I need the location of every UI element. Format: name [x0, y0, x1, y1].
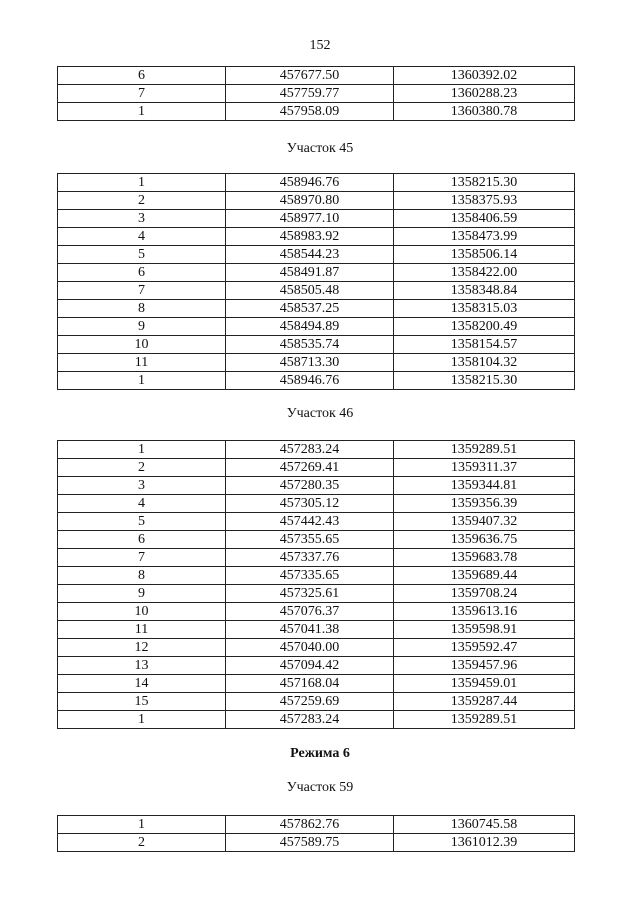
point-number-cell: 1 — [58, 441, 226, 459]
table-row — [58, 67, 575, 85]
point-number-cell: 5 — [58, 246, 226, 264]
y-coordinate-cell: 1358422.00 — [394, 264, 575, 282]
table-row — [58, 621, 575, 639]
y-coordinate-cell: 1358348.84 — [394, 282, 575, 300]
table-row — [58, 639, 575, 657]
y-coordinate-cell: 1358215.30 — [394, 174, 575, 192]
table-row — [58, 816, 575, 834]
table-row — [58, 354, 575, 372]
y-coordinate-cell: 1360380.78 — [394, 103, 575, 121]
point-number-cell: 9 — [58, 318, 226, 336]
x-coordinate-cell: 458535.74 — [226, 336, 394, 354]
x-coordinate-cell: 458970.80 — [226, 192, 394, 210]
table-row — [58, 336, 575, 354]
y-coordinate-cell: 1358473.99 — [394, 228, 575, 246]
y-coordinate-cell: 1358406.59 — [394, 210, 575, 228]
regime-heading: Режима 6 — [290, 746, 350, 761]
x-coordinate-cell: 458713.30 — [226, 354, 394, 372]
table-row — [58, 549, 575, 567]
table-row — [58, 603, 575, 621]
coordinates-table-uchastok-45 — [57, 173, 575, 390]
x-coordinate-cell: 457283.24 — [226, 441, 394, 459]
point-number-cell: 8 — [58, 300, 226, 318]
x-coordinate-cell: 458505.48 — [226, 282, 394, 300]
section-title-uchastok-45: Участок 45 — [286, 141, 354, 156]
point-number-cell: 2 — [58, 834, 226, 852]
x-coordinate-cell: 457259.69 — [226, 693, 394, 711]
y-coordinate-cell: 1359356.39 — [394, 495, 575, 513]
y-coordinate-cell: 1359592.47 — [394, 639, 575, 657]
y-coordinate-cell: 1359289.51 — [394, 441, 575, 459]
section-title-uchastok-46: Участок 46 — [286, 406, 354, 421]
y-coordinate-cell: 1358104.32 — [394, 354, 575, 372]
point-number-cell: 14 — [58, 675, 226, 693]
table-row — [58, 711, 575, 729]
point-number-cell: 7 — [58, 549, 226, 567]
y-coordinate-cell: 1358506.14 — [394, 246, 575, 264]
table-row — [58, 441, 575, 459]
point-number-cell: 5 — [58, 513, 226, 531]
y-coordinate-cell: 1359598.91 — [394, 621, 575, 639]
x-coordinate-cell: 457355.65 — [226, 531, 394, 549]
point-number-cell: 2 — [58, 459, 226, 477]
x-coordinate-cell: 458537.25 — [226, 300, 394, 318]
point-number-cell: 12 — [58, 639, 226, 657]
x-coordinate-cell: 457040.00 — [226, 639, 394, 657]
point-number-cell: 1 — [58, 816, 226, 834]
point-number-cell: 1 — [58, 103, 226, 121]
x-coordinate-cell: 458983.92 — [226, 228, 394, 246]
x-coordinate-cell: 457094.42 — [226, 657, 394, 675]
y-coordinate-cell: 1359459.01 — [394, 675, 575, 693]
table-row — [58, 318, 575, 336]
point-number-cell: 15 — [58, 693, 226, 711]
table-row — [58, 567, 575, 585]
x-coordinate-cell: 457862.76 — [226, 816, 394, 834]
point-number-cell: 9 — [58, 585, 226, 603]
x-coordinate-cell: 457325.61 — [226, 585, 394, 603]
x-coordinate-cell: 458491.87 — [226, 264, 394, 282]
x-coordinate-cell: 457168.04 — [226, 675, 394, 693]
y-coordinate-cell: 1360392.02 — [394, 67, 575, 85]
point-number-cell: 4 — [58, 228, 226, 246]
x-coordinate-cell: 457280.35 — [226, 477, 394, 495]
point-number-cell: 13 — [58, 657, 226, 675]
table-row — [58, 495, 575, 513]
x-coordinate-cell: 457958.09 — [226, 103, 394, 121]
point-number-cell: 4 — [58, 495, 226, 513]
y-coordinate-cell: 1359311.37 — [394, 459, 575, 477]
table-row — [58, 585, 575, 603]
coordinates-table-uchastok-59 — [57, 815, 575, 852]
table-row — [58, 657, 575, 675]
x-coordinate-cell: 457269.41 — [226, 459, 394, 477]
table-row — [58, 210, 575, 228]
table-row — [58, 513, 575, 531]
page-number: 152 — [309, 38, 331, 53]
y-coordinate-cell: 1358200.49 — [394, 318, 575, 336]
table-row — [58, 372, 575, 390]
table-row — [58, 228, 575, 246]
point-number-cell: 10 — [58, 336, 226, 354]
table-row — [58, 693, 575, 711]
table-row — [58, 103, 575, 121]
table-row — [58, 246, 575, 264]
x-coordinate-cell: 457442.43 — [226, 513, 394, 531]
point-number-cell: 7 — [58, 85, 226, 103]
y-coordinate-cell: 1358375.93 — [394, 192, 575, 210]
table-row — [58, 477, 575, 495]
table-row — [58, 834, 575, 852]
point-number-cell: 3 — [58, 210, 226, 228]
x-coordinate-cell: 458946.76 — [226, 174, 394, 192]
x-coordinate-cell: 457335.65 — [226, 567, 394, 585]
point-number-cell: 1 — [58, 174, 226, 192]
x-coordinate-cell: 457759.77 — [226, 85, 394, 103]
table-row — [58, 264, 575, 282]
x-coordinate-cell: 458946.76 — [226, 372, 394, 390]
point-number-cell: 8 — [58, 567, 226, 585]
table-row — [58, 282, 575, 300]
table-row — [58, 85, 575, 103]
x-coordinate-cell: 457076.37 — [226, 603, 394, 621]
point-number-cell: 6 — [58, 67, 226, 85]
coordinates-table-uchastok-46 — [57, 440, 575, 729]
point-number-cell: 6 — [58, 531, 226, 549]
table-row — [58, 300, 575, 318]
x-coordinate-cell: 457677.50 — [226, 67, 394, 85]
point-number-cell: 1 — [58, 711, 226, 729]
y-coordinate-cell: 1359613.16 — [394, 603, 575, 621]
x-coordinate-cell: 458977.10 — [226, 210, 394, 228]
table-row — [58, 459, 575, 477]
y-coordinate-cell: 1359689.44 — [394, 567, 575, 585]
x-coordinate-cell: 457283.24 — [226, 711, 394, 729]
y-coordinate-cell: 1359708.24 — [394, 585, 575, 603]
y-coordinate-cell: 1360745.58 — [394, 816, 575, 834]
x-coordinate-cell: 457337.76 — [226, 549, 394, 567]
table-row — [58, 675, 575, 693]
x-coordinate-cell: 457041.38 — [226, 621, 394, 639]
y-coordinate-cell: 1358154.57 — [394, 336, 575, 354]
y-coordinate-cell: 1358215.30 — [394, 372, 575, 390]
table-row — [58, 174, 575, 192]
y-coordinate-cell: 1359287.44 — [394, 693, 575, 711]
table-row — [58, 531, 575, 549]
y-coordinate-cell: 1359407.32 — [394, 513, 575, 531]
table-row — [58, 192, 575, 210]
point-number-cell: 11 — [58, 354, 226, 372]
point-number-cell: 10 — [58, 603, 226, 621]
x-coordinate-cell: 457305.12 — [226, 495, 394, 513]
y-coordinate-cell: 1359344.81 — [394, 477, 575, 495]
y-coordinate-cell: 1359683.78 — [394, 549, 575, 567]
y-coordinate-cell: 1361012.39 — [394, 834, 575, 852]
point-number-cell: 1 — [58, 372, 226, 390]
point-number-cell: 6 — [58, 264, 226, 282]
y-coordinate-cell: 1359457.96 — [394, 657, 575, 675]
point-number-cell: 7 — [58, 282, 226, 300]
y-coordinate-cell: 1359636.75 — [394, 531, 575, 549]
x-coordinate-cell: 457589.75 — [226, 834, 394, 852]
y-coordinate-cell: 1358315.03 — [394, 300, 575, 318]
y-coordinate-cell: 1360288.23 — [394, 85, 575, 103]
point-number-cell: 2 — [58, 192, 226, 210]
section-title-uchastok-59: Участок 59 — [286, 780, 354, 795]
y-coordinate-cell: 1359289.51 — [394, 711, 575, 729]
point-number-cell: 11 — [58, 621, 226, 639]
coordinates-table-continued — [57, 66, 575, 121]
x-coordinate-cell: 458494.89 — [226, 318, 394, 336]
point-number-cell: 3 — [58, 477, 226, 495]
x-coordinate-cell: 458544.23 — [226, 246, 394, 264]
